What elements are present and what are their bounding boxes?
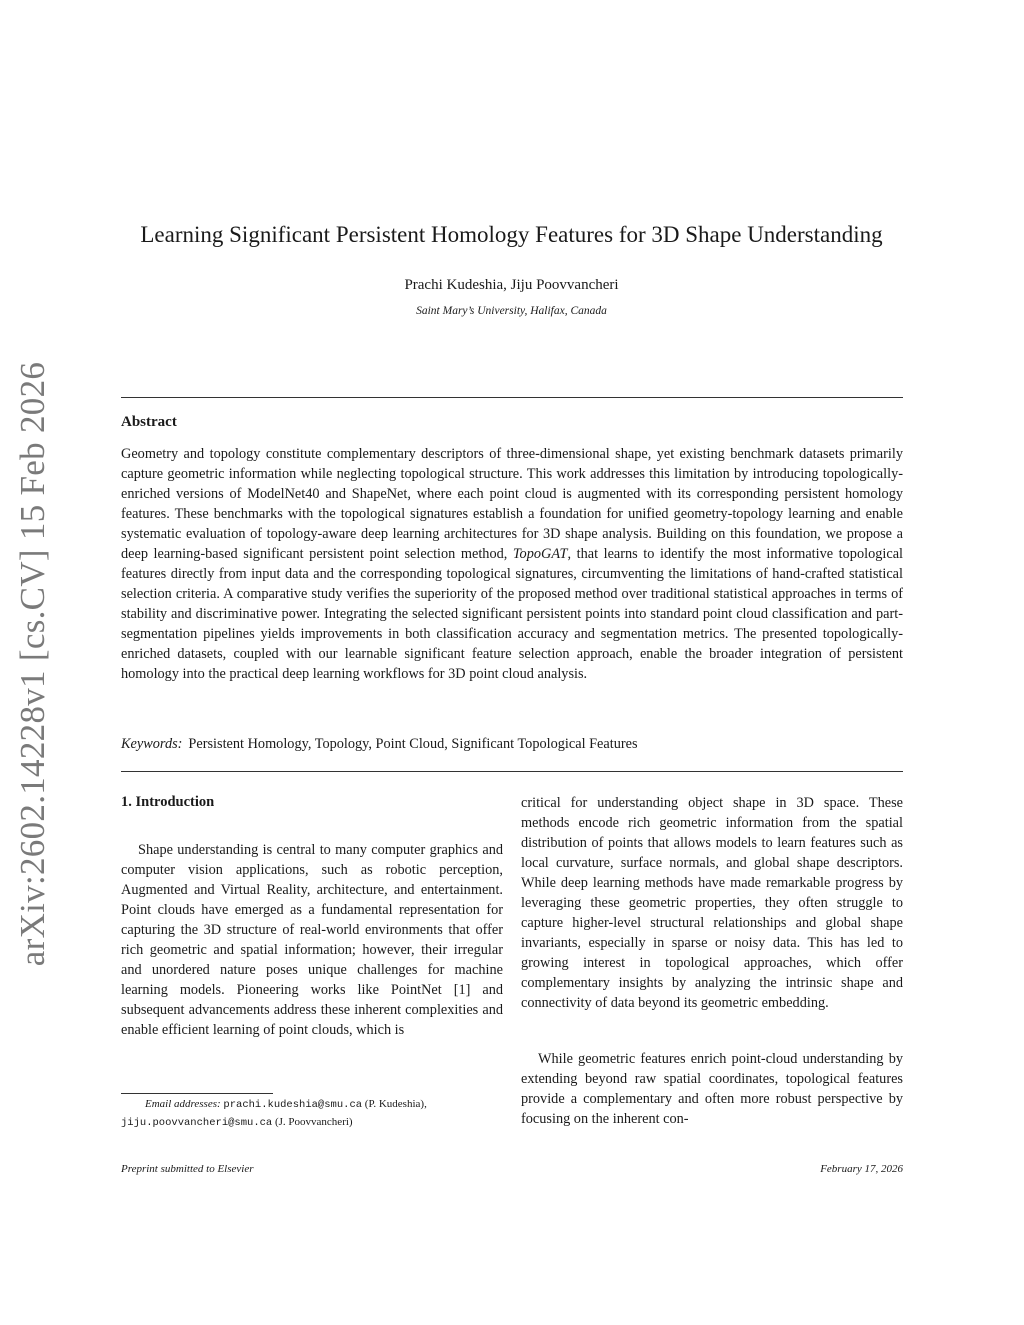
footnote-name-1: (P. Kudeshia), bbox=[364, 1098, 427, 1110]
footnote bbox=[121, 1096, 503, 1132]
keywords-text: Persistent Homology, Topology, Point Cloud, Significant Topological Features bbox=[188, 736, 638, 752]
arxiv-stamp bbox=[8, 361, 58, 967]
intro-column2-paragraph1: critical for understanding object shape in 3D space. These methods encode rich geometric information from the spatial distribution of points that allows models to learn features such as local curvature, surface normals, and global shape descriptors. While deep learning methods have made remarkable progress by leveraging these geometric properties, they often struggle to capture higher-level structural relationships and global shape invariants, especially in sparse or noisy data. This has led to growing interest in topological approaches, which offer complementary insights by analyzing the intrinsic shape and connectivity of data beyond its geometric embedding. bbox=[521, 795, 903, 1011]
keywords bbox=[121, 736, 638, 753]
abstract-heading: Abstract bbox=[121, 414, 177, 430]
abstract-body bbox=[121, 444, 903, 684]
paper-title: Learning Significant Persistent Homology Features for 3D Shape Understanding bbox=[140, 222, 883, 247]
paper-affiliation: Saint Mary’s University, Halifax, Canada bbox=[416, 305, 607, 317]
keywords-label: Keywords: bbox=[121, 736, 183, 752]
footnote-label: Email addresses: bbox=[145, 1098, 221, 1110]
footnote-name-2: (J. Poovvancheri) bbox=[274, 1116, 353, 1128]
intro-column2-paragraph2: While geometric features enrich point-cloud understanding by extending beyond raw spatial coordinates, topological features provide a complementary and often more robust perspective by focusing on the inherent con- bbox=[521, 1051, 903, 1127]
abstract-method-name: TopoGAT bbox=[512, 546, 568, 562]
abstract-text-part1: Geometry and topology constitute complementary descriptors of three-dimensional shape, yet existing benchmark datasets primarily capture geometric information while neglecting topological structure. This work addresses this limitation by introducing topologically-enriched versions of ModelNet40 and ShapeNet, where each point cloud is augmented with its corresponding persistent homology features. These benchmarks with the topological signatures establish a foundation for unified geometry-topology learning and enable systematic evaluation of topology-aware deep learning architectures for 3D shape analysis. Building on this foundation, we propose a deep learning-based significant persistent point selection method, bbox=[121, 446, 903, 562]
abstract-bottom-rule bbox=[121, 771, 903, 772]
footer-date: February 17, 2026 bbox=[820, 1163, 903, 1175]
intro-column1-paragraph: Shape understanding is central to many computer graphics and computer vision applications, such as robotic perception, Augmented and Virtual Reality, architecture, and entertainment. Point clouds have emerged as a fundamental representation for capturing the 3D structure of real-world environments that offer rich geometric and spatial information; however, their irregular and unordered nature poses unique challenges for machine learning models. Pioneering works like PointNet [1] and subsequent advancements address these inherent complexities and enable efficient learning of point clouds, which is bbox=[121, 842, 503, 1038]
abstract-text-part2: , that learns to identify the most informative topological features directly from input data and the corresponding topological signatures, circumventing the limitations of hand-crafted statistical selection criteria. A comparative study verifies the superiority of the proposed method over traditional statistical approaches in terms of stability and discriminative power. Integrating the selected significant persistent points into standard point cloud classification and part-segmentation pipelines yields improvements in both classification accuracy and segmentation metrics. The presented topologically-enriched datasets, coupled with our learnable significant feature selection approach, enable the broader integration of persistent homology into the practical deep learning workflows for 3D point cloud analysis. bbox=[121, 546, 904, 682]
arxiv-stamp-text: arXiv:2602.14228v1 [cs.CV] 15 Feb 2026 bbox=[13, 361, 52, 967]
footer-preprint-note: Preprint submitted to Elsevier bbox=[121, 1163, 254, 1175]
abstract-top-rule bbox=[121, 397, 903, 398]
footnote-email-1[interactable]: prachi.kudeshia@smu.ca bbox=[223, 1099, 363, 1111]
section-heading-introduction: 1. Introduction bbox=[121, 794, 215, 810]
footnote-rule bbox=[121, 1093, 273, 1094]
paper-authors: Prachi Kudeshia, Jiju Poovvancheri bbox=[404, 277, 619, 293]
footnote-email-2[interactable]: jiju.poovvancheri@smu.ca bbox=[121, 1117, 273, 1129]
